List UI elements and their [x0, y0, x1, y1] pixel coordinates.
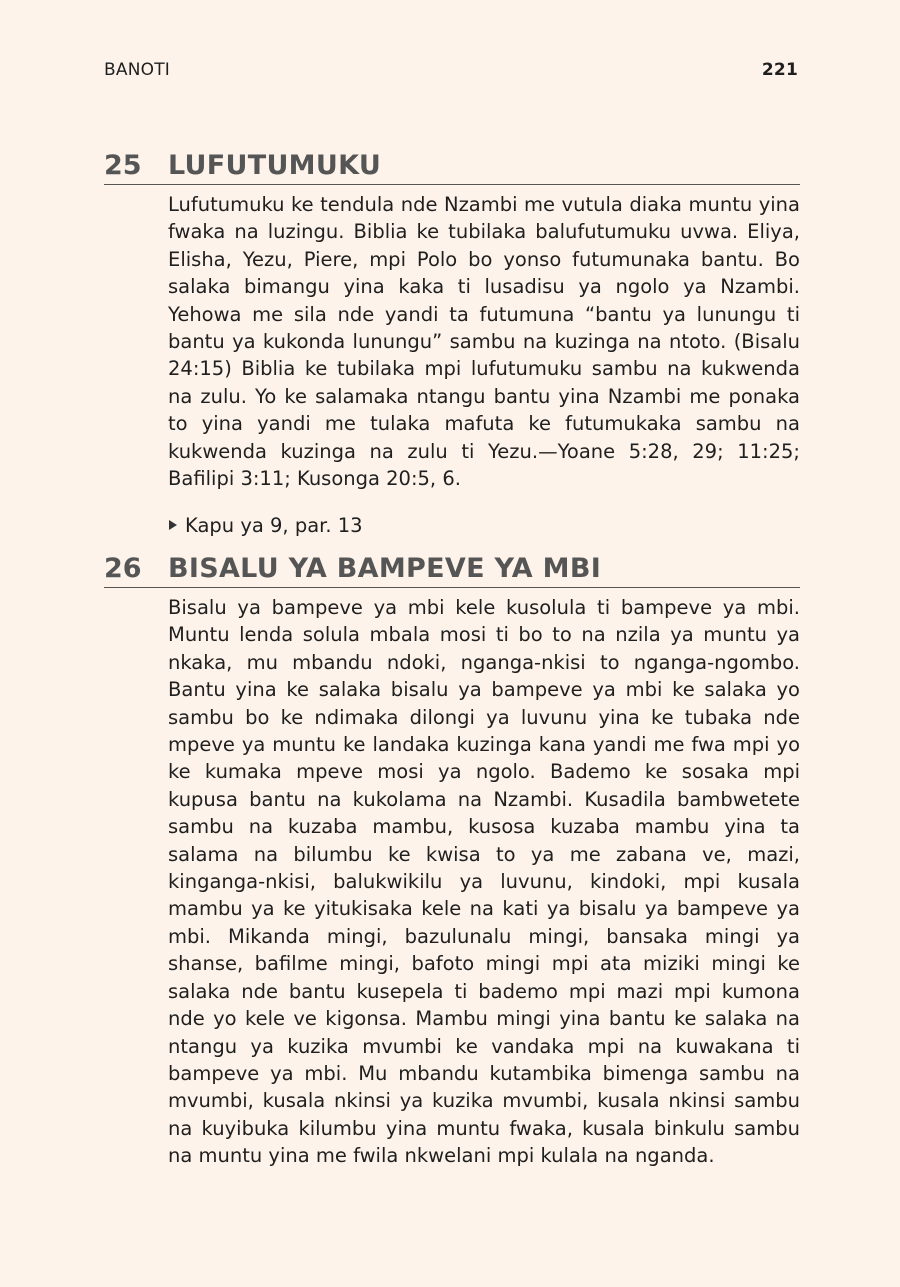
- note-heading: [104, 150, 800, 185]
- section-title: BANOTI: [104, 60, 170, 80]
- cross-reference-link[interactable]: [168, 512, 800, 539]
- cross-reference-text: Kapu ya 9, par. 13: [185, 513, 363, 537]
- note-26: [104, 553, 800, 1189]
- page-number: 221: [761, 60, 798, 80]
- running-header: [104, 58, 798, 82]
- note-number: 26: [104, 553, 142, 584]
- note-title: LUFUTUMUKU: [168, 150, 382, 181]
- note-heading: [104, 553, 800, 588]
- note-25: [104, 150, 800, 539]
- note-body: Bisalu ya bampeve ya mbi kele kusolula ti bampeve ya mbi. Muntu lenda solula mbala mosi ti bo to na nzila ya muntu ya nkaka, mu mbandu ndoki, nganga-nkisi to nganga-ngombo. Bantu yina ke salaka bisalu ya bampeve ya mbi ke salaka yo sambu bo ke ndimaka dilongi ya luvunu yina ke tubaka nde mpeve ya muntu ke landaka kuzinga kana yandi me fwa mpi yo ke kumaka mpeve mosi ya ngolo. Bademo ke sosaka mpi kupusa bantu na kukolama na Nzambi. Kusadila bambwetete sambu na kuzaba mambu, kusosa kuzaba mambu yina ta salama na bilumbu ke kwisa to ya me zabana ve, mazi, kinganga-nkisi, balukwikilu ya luvunu, kindoki, mpi kusala mambu ya ke yitukisaka kele na kati ya bisalu ya bampeve ya mbi. Mikanda mingi, bazulunalu mingi, bansaka mingi ya shanse, bafilme mingi, bafoto mingi mpi ata miziki mingi ke salaka nde bantu kusepela ti bademo mpi mazi mpi kumona nde yo kele ve kigonsa. Mambu mingi yina bantu ke salaka na ntangu ya kuzika mvumbi ke vandaka mpi na kuwakana ti bampeve ya mbi. Mu mbandu kutambika bimenga sambu na mvumbi, kusala nkinsi ya kuzika mvumbi, kusala nkinsi sambu na kuyibuka kilumbu yina muntu fwaka, kusala binkulu sambu na muntu yina me fwila nkwelani mpi kulala na nganda.: [168, 596, 800, 1168]
- note-body: Lufutumuku ke tendula nde Nzambi me vutula diaka muntu yina fwaka na luzingu. Biblia ke tubilaka balufutumuku uvwa. Eliya, Elisha, Yezu, Piere, mpi Polo bo yonso futumunaka bantu. Bo salaka bimangu yina kaka ti lusadisu ya ngolo ya Nzambi. Yehowa me sila nde yandi ta futumuna “bantu ya lunungu ti bantu ya kukonda lunungu” sambu na kuzinga na ntoto. (Bisalu 24:15) Biblia ke tubilaka mpi lufutumuku sambu na kukwenda na zulu. Yo ke salamaka ntangu bantu yina Nzambi me ponaka to yina yandi me tulaka mafuta ke futumukaka sambu na kukwenda kuzinga na zulu ti Yezu.—Yoane 5:28, 29; 11:25; Bafilipi 3:11; Kusonga 20:5, 6.: [168, 193, 800, 491]
- note-number: 25: [104, 150, 142, 181]
- note-title: BISALU YA BAMPEVE YA MBI: [168, 553, 602, 584]
- triangle-arrow-icon: [169, 520, 177, 530]
